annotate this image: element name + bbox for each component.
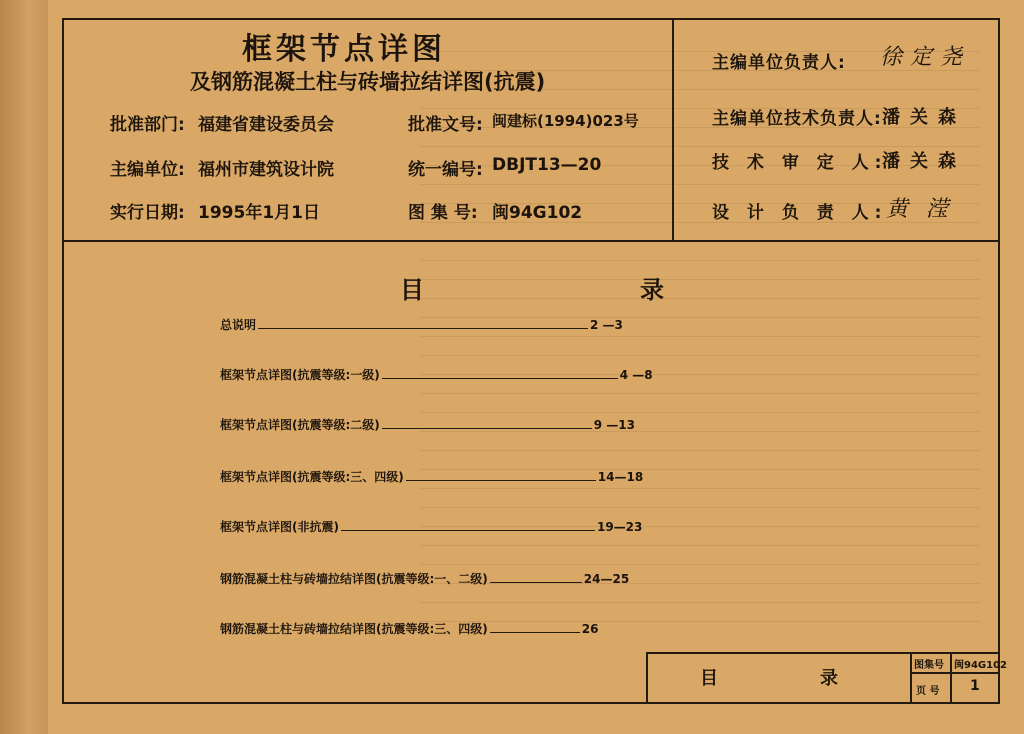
atlas-no-value: 闽94G102 [492, 203, 583, 223]
designer-label: 设 计 负 责 人: [712, 203, 888, 223]
reviewer-value: 潘关森 [882, 151, 966, 172]
title-block-divider [910, 652, 912, 704]
toc-item-pages: 26 [581, 622, 599, 636]
toc-item-label: 框架节点详图(抗震等级:一级) [220, 368, 380, 382]
toc-item-frame-grade34 [220, 468, 643, 485]
toc-item-label: 总说明 [220, 318, 257, 332]
toc-item-wall-tie-grade12 [220, 570, 629, 587]
toc-item-label: 框架节点详图(抗震等级:三、四级) [220, 470, 404, 484]
toc-leader-line [258, 328, 588, 329]
atlas-no-label: 图 集 号: [408, 203, 478, 223]
toc-item-label: 钢筋混凝土柱与砖墙拉结详图(抗震等级:三、四级) [220, 622, 488, 636]
title-block-atlas-value: 闽94G102 [954, 660, 1007, 671]
title-block-top-rule [646, 652, 1000, 654]
toc-item-wall-tie-grade34 [220, 620, 598, 637]
toc-item-pages: 9 —13 [593, 418, 636, 432]
approval-dept-label: 批准部门: [110, 115, 185, 135]
binding-edge [0, 0, 48, 734]
toc-leader-line [490, 632, 580, 633]
toc-item-pages: 14—18 [597, 470, 644, 484]
title-block-left-rule [646, 652, 648, 704]
page-subtitle: 及钢筋混凝土柱与砖墙拉结详图(抗震) [190, 70, 546, 94]
toc-item-frame-grade2 [220, 416, 635, 433]
approval-doc-label: 批准文号: [408, 115, 483, 135]
chief-editor-label: 主编单位负责人: [712, 53, 846, 73]
title-block-atlas-label: 图集号 [914, 660, 944, 671]
toc-item-pages: 24—25 [583, 572, 630, 586]
toc-leader-line [382, 378, 618, 379]
title-block-inner-divider [950, 652, 952, 704]
title-block-page-value: 1 [970, 678, 980, 694]
toc-item-label: 框架节点详图(非抗震) [220, 520, 339, 534]
toc-heading-left: 目 [400, 276, 424, 304]
editor-unit-value: 福州市建筑设计院 [198, 160, 334, 180]
toc-leader-line [490, 582, 582, 583]
title-block-page-label: 页 号 [916, 686, 940, 697]
header-vertical-divider [672, 18, 674, 242]
title-block-name-right: 录 [820, 668, 838, 689]
unified-no-label: 统一编号: [408, 160, 483, 180]
approval-dept-value: 福建省建设委员会 [198, 115, 334, 135]
toc-leader-line [406, 480, 596, 481]
tech-chief-value: 潘关森 [882, 107, 966, 128]
toc-item-general-notes [220, 316, 623, 333]
reviewer-label: 技 术 审 定 人: [712, 153, 888, 173]
toc-item-pages: 2 —3 [590, 318, 623, 332]
toc-item-label: 框架节点详图(抗震等级:二级) [220, 418, 380, 432]
approval-doc-value: 闽建标(1994)023号 [492, 112, 639, 130]
title-block-name-left: 目 [700, 668, 718, 689]
toc-item-frame-non-seismic [220, 518, 642, 535]
toc-item-pages: 19—23 [596, 520, 643, 534]
effective-date-value: 1995年1月1日 [198, 203, 320, 223]
toc-leader-line [382, 428, 592, 429]
toc-item-pages: 4 —8 [619, 368, 653, 382]
toc-item-label: 钢筋混凝土柱与砖墙拉结详图(抗震等级:一、二级) [220, 572, 488, 586]
page-title: 框架节点详图 [242, 32, 446, 67]
chief-editor-signature: 徐定尧 [880, 45, 971, 70]
effective-date-label: 实行日期: [110, 203, 185, 223]
tech-chief-label: 主编单位技术负责人: [712, 109, 882, 129]
header-bottom-rule [62, 240, 1000, 242]
toc-leader-line [341, 530, 595, 531]
toc-heading-right: 录 [640, 276, 664, 304]
toc-item-frame-grade1 [220, 366, 653, 383]
title-block-middle-rule [910, 672, 1000, 674]
unified-no-value: DBJT13—20 [492, 155, 602, 175]
editor-unit-label: 主编单位: [110, 160, 185, 180]
designer-signature: 黄滢 [886, 197, 967, 222]
